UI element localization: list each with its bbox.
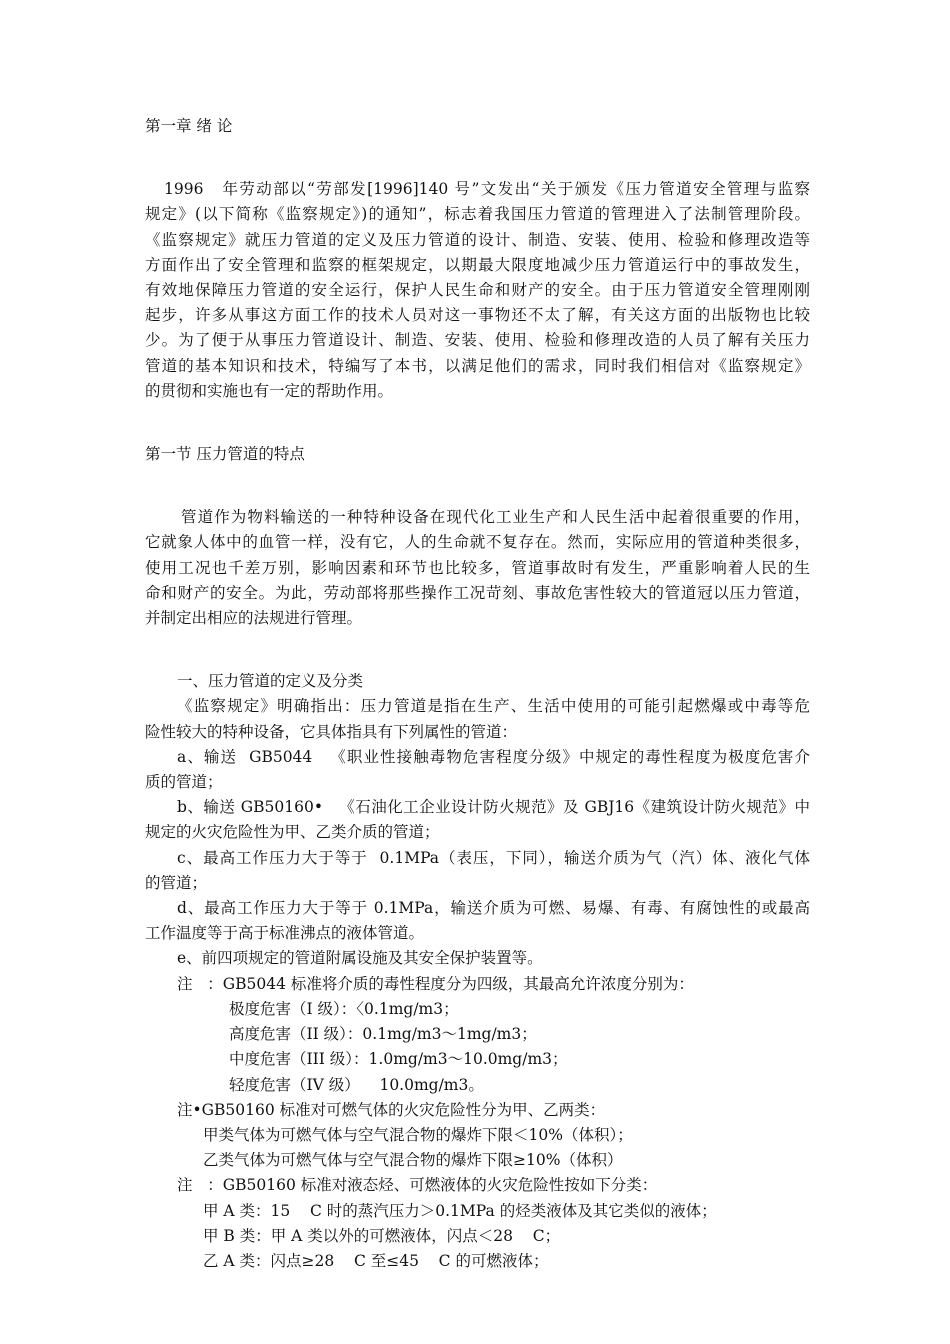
- spacer: [145, 404, 810, 442]
- note-line: 甲 A 类：15 C 时的蒸汽压力＞0.1MPa 的烃类液体及其它类似的液体；: [203, 1201, 717, 1220]
- note-line: 乙 A 类：闪点≥28 C 至≤45 C 的可燃液体；: [203, 1251, 549, 1270]
- note-line: 高度危害（II 级）：0.1mg/m3～1mg/m3；: [229, 1025, 537, 1044]
- section-paragraph: [145, 505, 810, 631]
- intro-line: 有效地保障压力管道的安全运行，保护人民生命和财产的安全。由于压力管道安全管理刚刚: [145, 281, 810, 300]
- item-line: 质的管道；: [145, 773, 223, 792]
- item-line: 的管道；: [145, 873, 208, 892]
- definition-paragraph: [145, 694, 810, 744]
- note-head: 注•GB50160 标准对可燃气体的火灾危险性分为甲、乙两类：: [177, 1100, 606, 1119]
- note-line: 中度危害（III 级）：1.0mg/m3～10.0mg/m3；: [229, 1050, 568, 1069]
- section-title: 第一节 压力管道的特点: [145, 445, 305, 464]
- intro-line: 《监察规定》就压力管道的定义及压力管道的设计、制造、安装、使用、检验和修理改造等: [145, 230, 810, 249]
- note-line: 极度危害（I 级）：〈0.1mg/m3；: [229, 999, 459, 1018]
- item-line: c、最高工作压力大于等于 0.1MPa（表压，下同），输送介质为气（汽）体、液化气体: [177, 848, 810, 867]
- note-toxicity: [145, 972, 810, 1098]
- intro-paragraph: [145, 177, 810, 404]
- item-line: b、输送 GB50160• 《石油化工企业设计防火规范》及 GBJ16《建筑设计防火规范》中: [177, 798, 810, 817]
- intro-line: 方面作出了安全管理和监察的框架规定，以期最大限度地减少压力管道运行中的事故发生，: [145, 255, 810, 274]
- intro-line: 管道的基本知识和技术，特编写了本书，以满足他们的需求，同时我们相信对《监察规定》: [145, 356, 810, 375]
- intro-line: 的贯彻和实施也有一定的帮助作用。: [145, 381, 394, 400]
- intro-line: 1996 年劳动部以“劳部发[1996]140 号”文发出“关于颁发《压力管道安全管理与监察: [145, 180, 810, 199]
- definition-line: 险性较大的特种设备，它具体指具有下列属性的管道：: [145, 722, 518, 741]
- note-liquid-fire: [145, 1173, 810, 1274]
- section-line: 并制定出相应的法规进行管理。: [145, 609, 363, 628]
- document-page: [145, 114, 810, 1274]
- note-head: 注 ：GB5044 标准将介质的毒性程度分为四级，其最高允许浓度分别为：: [177, 974, 694, 993]
- note-line: 乙类气体为可燃气体与空气混合物的爆炸下限≥10%（体积）: [203, 1151, 623, 1170]
- intro-line: 起步，许多从事这方面工作的技术人员对这一事物还不太了解，有关这方面的出版物也比较: [145, 306, 810, 325]
- subsection-title: 一、压力管道的定义及分类: [177, 672, 364, 691]
- spacer: [145, 139, 810, 177]
- item-line: d、最高工作压力大于等于 0.1MPa，输送介质为可燃、易爆、有毒、有腐蚀性的或最高: [177, 899, 810, 918]
- note-gas-fire: [145, 1098, 810, 1174]
- section-line: 它就象人体中的血管一样，没有它，人的生命就不复存在。然而，实际应用的管道种类很多，: [145, 533, 810, 552]
- spacer: [145, 467, 810, 505]
- section-line: 使用工况也千差万别，影响因素和环节也比较多，管道事故时有发生，严重影响着人民的生: [145, 558, 810, 577]
- note-line: 轻度危害（IV 级） 10.0mg/m3。: [229, 1075, 484, 1094]
- definition-items: [145, 745, 810, 972]
- intro-line: 规定》(以下简称《监察规定》)的通知”，标志着我国压力管道的管理进入了法制管理阶段。: [145, 205, 810, 224]
- note-head: 注 ：GB50160 标准对液态烃、可燃液体的火灾危险性按如下分类：: [177, 1176, 658, 1195]
- section-line: 管道作为物料输送的一种特种设备在现代化工业生产和人民生活中起着很重要的作用，: [145, 508, 810, 527]
- note-line: 甲类气体为可燃气体与空气混合物的爆炸下限＜10%（体积）；: [203, 1125, 633, 1144]
- definition-line: 《监察规定》明确指出：压力管道是指在生产、生活中使用的可能引起燃爆或中毒等危: [177, 697, 810, 716]
- item-line: a、输送 GB5044 《职业性接触毒物危害程度分级》中规定的毒性程度为极度危害介: [177, 747, 810, 766]
- item-line: 规定的火灾危险性为甲、乙类介质的管道；: [145, 823, 440, 842]
- chapter-title: 第一章 绪 论: [145, 117, 233, 135]
- section-line: 命和财产的安全。为此，劳动部将那些操作工况苛刻、事故危害性较大的管道冠以压力管道，: [145, 583, 810, 602]
- intro-line: 少。为了便于从事压力管道设计、制造、安装、使用、检验和修理改造的人员了解有关压力: [145, 331, 810, 350]
- note-line: 甲 B 类：甲 A 类以外的可燃液体，闪点＜28 C；: [203, 1226, 561, 1245]
- spacer: [145, 631, 810, 669]
- item-line: e、前四项规定的管道附属设施及其安全保护装置等。: [177, 949, 543, 968]
- item-line: 工作温度等于高于标准沸点的液体管道。: [145, 924, 425, 943]
